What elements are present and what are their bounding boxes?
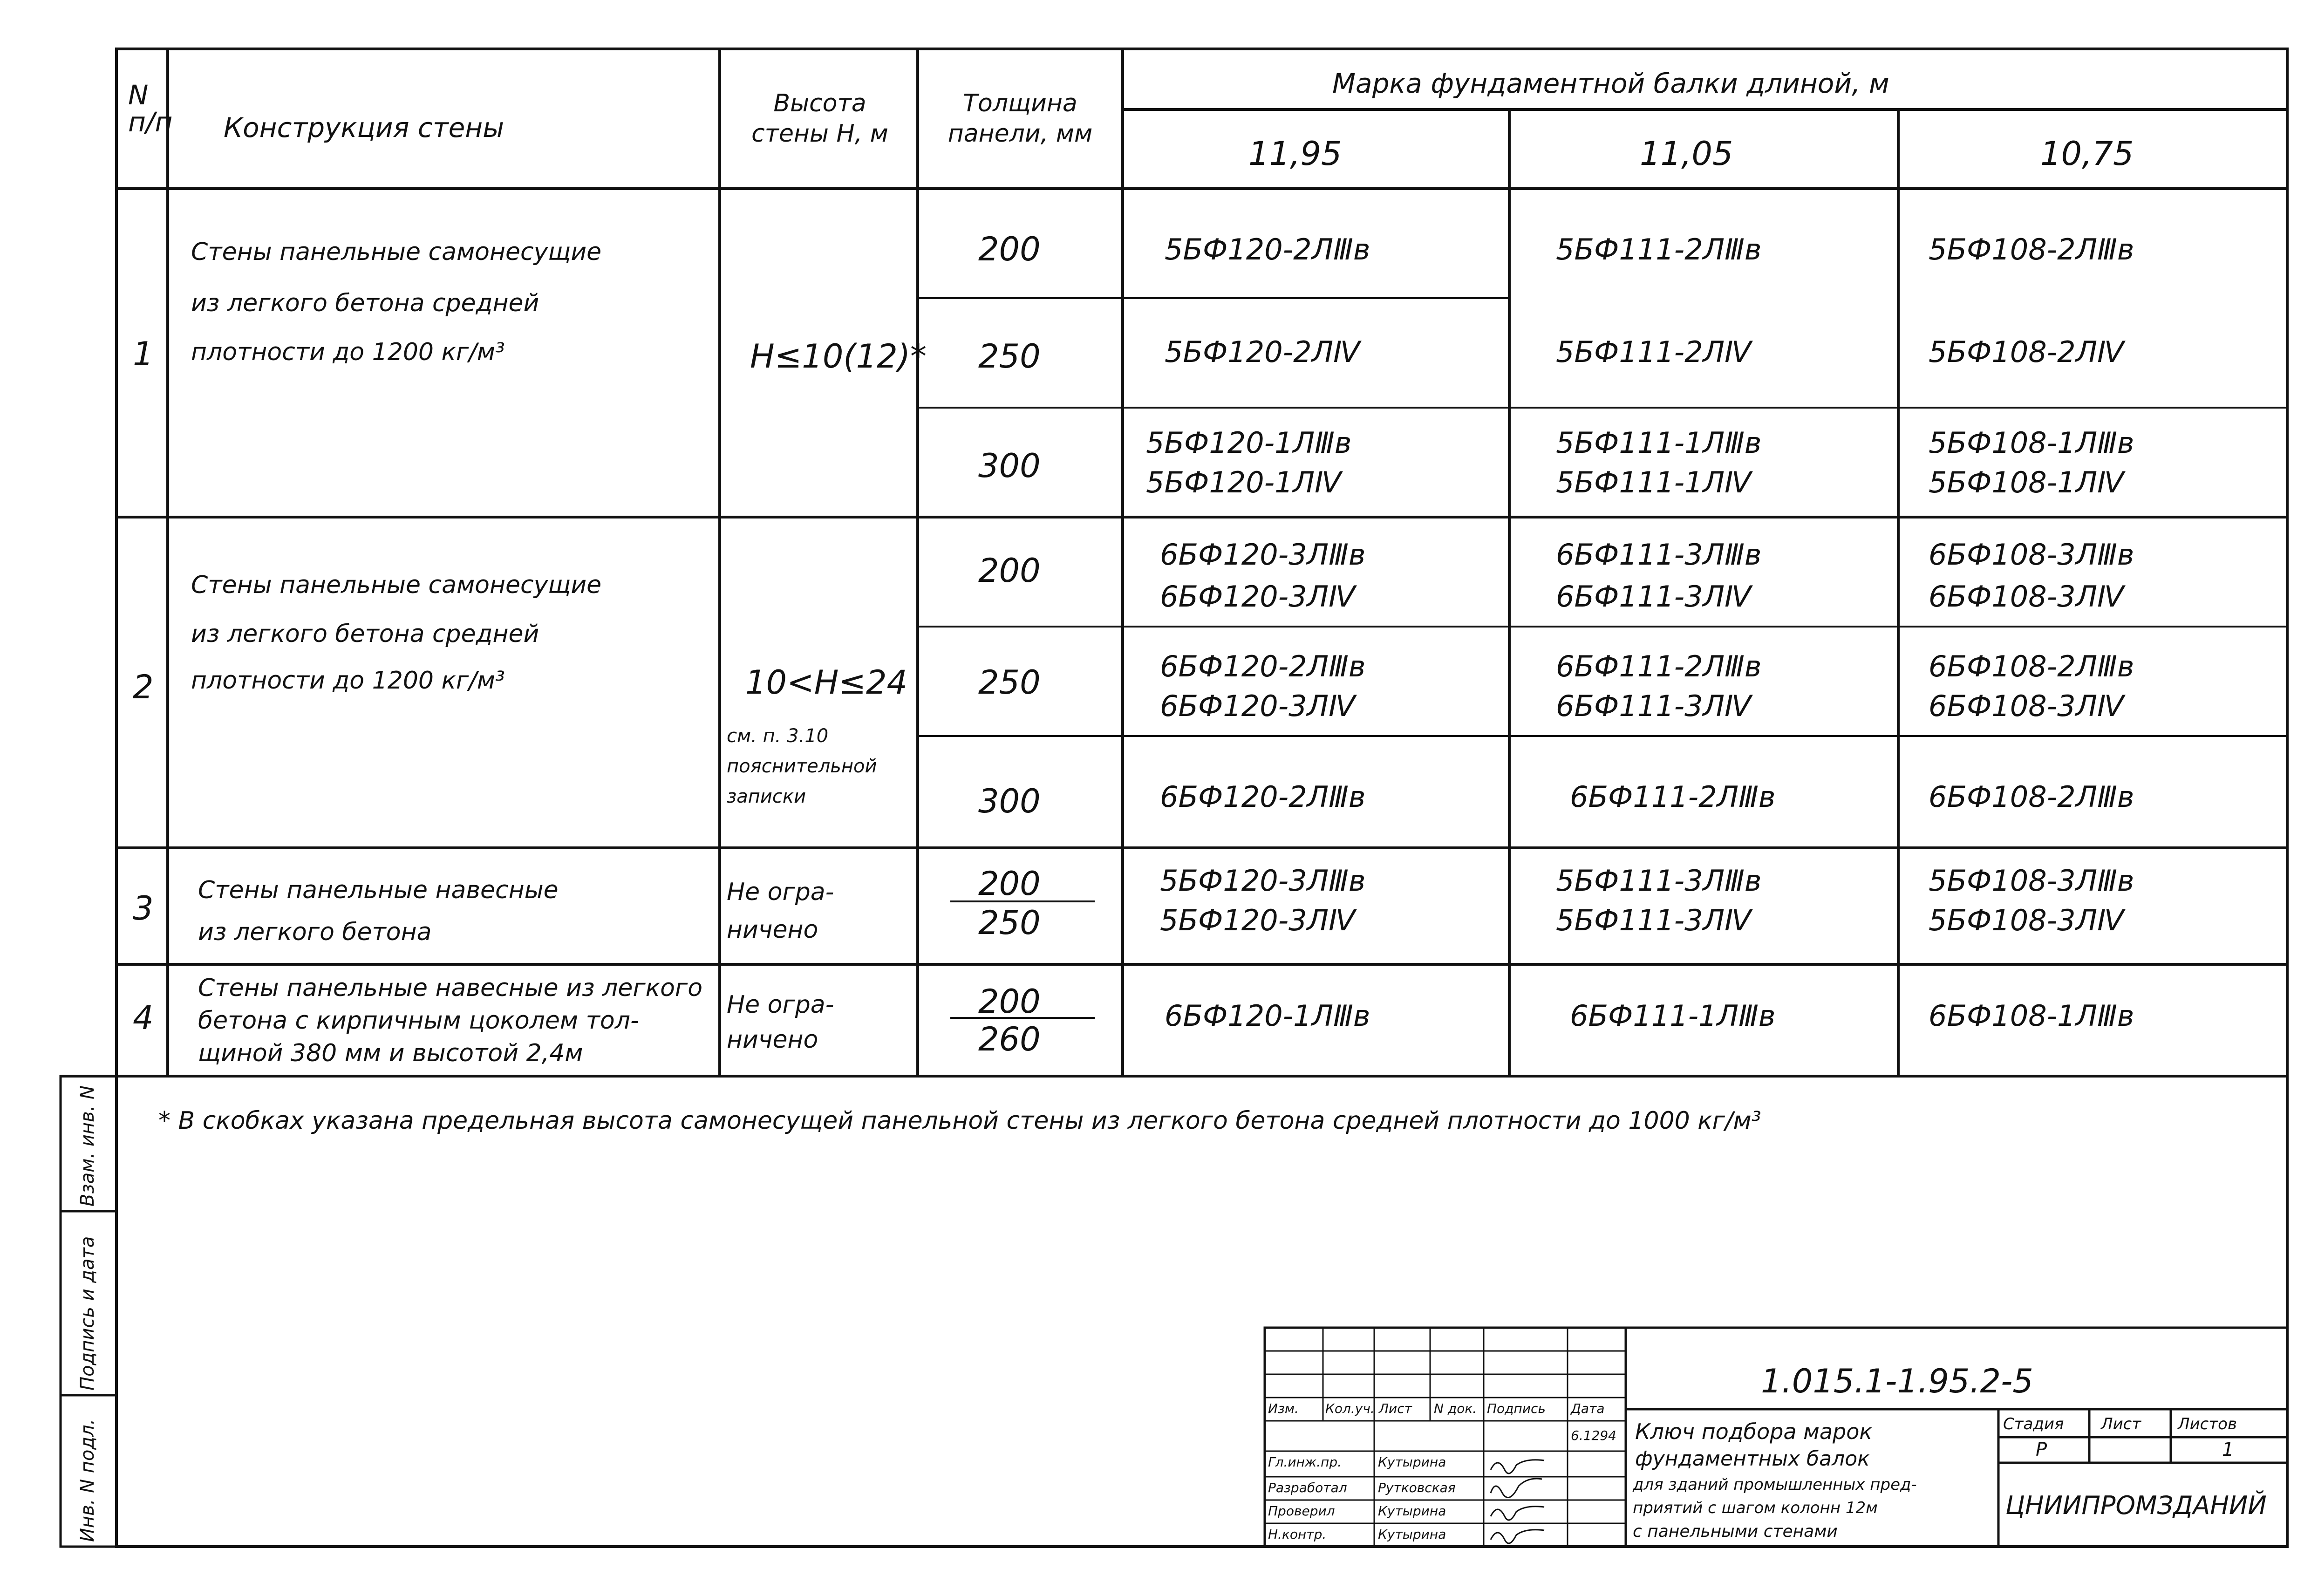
row-1-mark-200-1105: 5БФ111-2ЛⅢв (1556, 232, 1762, 266)
row-2-construction-line-3: плотности до 1200 кг/м³ (191, 667, 505, 695)
side-stamp-replace: Взам. инв. N (77, 1085, 98, 1207)
header-length-1: 11,95 (1248, 135, 1342, 173)
tb-name-2: Рутковская (1378, 1480, 1456, 1495)
row-2-mark-200-1105-b: 6БФ111-3ЛⅣ (1556, 580, 1752, 614)
tb-title-2: фундаментных балок (1635, 1447, 1870, 1471)
row-1-mark-300-1195-b: 5БФ120-1ЛⅣ (1146, 465, 1342, 499)
row-3-mark-1075-b: 5БФ108-3ЛⅣ (1929, 903, 2124, 937)
header-num: N п/п (128, 79, 173, 138)
header-mark-title: Марка фундаментной балки длиной, м (1332, 68, 1889, 99)
tb-title-4: приятий с шагом колонн 12м (1633, 1499, 1878, 1517)
row-4-construction-line-2: бетона с кирпичным цоколем тол- (198, 1007, 639, 1035)
tb-col-list: Лист (1379, 1401, 1412, 1416)
row-1-mark-250-1105: 5БФ111-2ЛⅣ (1556, 335, 1752, 369)
row-2-construction-line-1: Стены панельные самонесущие (191, 571, 602, 599)
tb-title-5: с панельными стенами (1633, 1522, 1838, 1541)
row-3-mark-1075-a: 5БФ108-3ЛⅢв (1929, 864, 2134, 898)
row-2-height-note-2: пояснительной (727, 756, 877, 777)
row-2-mark-250-1195-a: 6БФ120-2ЛⅢв (1160, 649, 1366, 683)
row-1-construction-line-2: из легкого бетона средней (191, 289, 539, 317)
row-1-construction-line-3: плотности до 1200 кг/м³ (191, 338, 505, 366)
row-1-mark-300-1105-b: 5БФ111-1ЛⅣ (1556, 465, 1752, 499)
row-1-mark-300-1105-a: 5БФ111-1ЛⅢв (1556, 426, 1762, 460)
tb-date: 6.1294 (1571, 1428, 1616, 1443)
row-1-mark-200-1075: 5БФ108-2ЛⅢв (1929, 232, 2134, 266)
row-1-mark-300-1075-b: 5БФ108-1ЛⅣ (1929, 465, 2124, 499)
row-1-thickness-2: 250 (978, 337, 1041, 375)
tb-col-koluch: Кол.уч. (1325, 1401, 1375, 1416)
row-4-thickness: 200 260 (978, 982, 1041, 1058)
tb-sheet-label: Лист (2101, 1415, 2141, 1433)
row-3-mark-1195-a: 5БФ120-3ЛⅢв (1160, 864, 1366, 898)
row-2-mark-250-1075-a: 6БФ108-2ЛⅢв (1929, 649, 2134, 683)
row-4-num: 4 (133, 999, 154, 1037)
row-1-mark-250-1075: 5БФ108-2ЛⅣ (1929, 335, 2124, 369)
row-1-thickness-1: 200 (978, 230, 1041, 268)
row-1-thickness-3: 300 (978, 447, 1041, 485)
header-height: Высота стены Н, м (751, 89, 888, 148)
tb-title-1: Ключ подбора марок (1635, 1419, 1873, 1444)
row-3-thickness: 200 250 (978, 865, 1041, 942)
row-3-num: 3 (133, 889, 154, 928)
tb-col-ndok: N док. (1434, 1401, 1477, 1416)
row-1-height: Н≤10(12)* (750, 337, 927, 375)
tb-role-1: Гл.инж.пр. (1268, 1454, 1342, 1470)
row-2-mark-300-1105: 6БФ111-2ЛⅢв (1570, 780, 1776, 814)
row-1-construction-line-1: Стены панельные самонесущие (191, 238, 602, 266)
row-1-mark-200-1195: 5БФ120-2ЛⅢв (1165, 232, 1370, 266)
row-2-height: 10<Н≤24 (745, 663, 908, 702)
tb-role-4: Н.контр. (1268, 1527, 1327, 1542)
row-2-mark-200-1075-b: 6БФ108-3ЛⅣ (1929, 580, 2124, 614)
row-1-mark-250-1195: 5БФ120-2ЛⅣ (1165, 335, 1360, 369)
header-length-2: 11,05 (1640, 135, 1733, 173)
tb-stage: Р (2036, 1439, 2047, 1460)
row-4-mark-1195: 6БФ120-1ЛⅢв (1165, 999, 1370, 1033)
tb-org: ЦНИИПРОМЗДАНИЙ (2005, 1491, 2267, 1520)
row-2-mark-250-1105-a: 6БФ111-2ЛⅢв (1556, 649, 1762, 683)
row-1-num: 1 (133, 335, 154, 373)
row-4-mark-1075: 6БФ108-1ЛⅢв (1929, 999, 2134, 1033)
tb-col-podpis: Подпись (1487, 1401, 1546, 1416)
row-2-thickness-1: 200 (978, 552, 1041, 590)
row-1-mark-300-1075-a: 5БФ108-1ЛⅢв (1929, 426, 2134, 460)
tb-sheets: 1 (2222, 1439, 2234, 1460)
row-2-mark-300-1075: 6БФ108-2ЛⅢв (1929, 780, 2134, 814)
row-2-mark-200-1075-a: 6БФ108-3ЛⅢв (1929, 538, 2134, 572)
row-1-mark-300-1195-a: 5БФ120-1ЛⅢв (1146, 426, 1352, 460)
row-2-height-note-3: записки (727, 786, 806, 807)
side-stamp-sign: Подпись и дата (77, 1236, 98, 1391)
row-2-construction-line-2: из легкого бетона средней (191, 620, 539, 648)
row-3-mark-1105-a: 5БФ111-3ЛⅢв (1556, 864, 1762, 898)
header-length-3: 10,75 (2040, 135, 2134, 173)
tb-stage-label: Стадия (2003, 1415, 2064, 1433)
row-3-construction-line-1: Стены панельные навесные (198, 876, 559, 904)
row-4-height: Не огра- ничено (727, 991, 834, 1054)
tb-title-3: для зданий промышленных пред- (1633, 1475, 1917, 1494)
row-2-num: 2 (133, 668, 154, 706)
row-2-thickness-2: 250 (978, 663, 1041, 702)
row-3-construction-line-2: из легкого бетона (198, 918, 432, 946)
tb-name-1: Кутырина (1378, 1454, 1446, 1470)
tb-role-3: Проверил (1268, 1503, 1335, 1519)
row-2-thickness-3: 300 (978, 782, 1041, 820)
header-thickness: Толщина панели, мм (948, 89, 1093, 148)
row-2-mark-300-1195: 6БФ120-2ЛⅢв (1160, 780, 1366, 814)
row-2-mark-200-1105-a: 6БФ111-3ЛⅢв (1556, 538, 1762, 572)
row-3-height: Не огра- ничено (727, 878, 834, 944)
row-2-height-note-1: см. п. 3.10 (727, 725, 829, 747)
tb-sheets-label: Листов (2178, 1415, 2237, 1433)
row-4-mark-1105: 6БФ111-1ЛⅢв (1570, 999, 1776, 1033)
row-2-mark-200-1195-b: 6БФ120-3ЛⅣ (1160, 580, 1356, 614)
side-stamp-inv: Инв. N подл. (77, 1419, 98, 1542)
tb-name-3: Кутырина (1378, 1503, 1446, 1519)
row-4-construction-line-1: Стены панельные навесные из легкого (198, 974, 703, 1002)
tb-name-4: Кутырина (1378, 1527, 1446, 1542)
row-3-mark-1105-b: 5БФ111-3ЛⅣ (1556, 903, 1752, 937)
row-3-mark-1195-b: 5БФ120-3ЛⅣ (1160, 903, 1356, 937)
row-4-construction-line-3: щиной 380 мм и высотой 2,4м (198, 1039, 583, 1067)
footnote: * В скобках указана предельная высота самонесущей панельной стены из легкого бетона средней плотности до 1000 кг/м³ (158, 1107, 1761, 1135)
header-construction: Конструкция стены (224, 112, 504, 143)
row-2-mark-200-1195-a: 6БФ120-3ЛⅢв (1160, 538, 1366, 572)
tb-col-izm: Изм. (1268, 1401, 1299, 1416)
row-2-mark-250-1195-b: 6БФ120-3ЛⅣ (1160, 689, 1356, 723)
tb-col-data: Дата (1571, 1401, 1605, 1416)
tb-role-2: Разработал (1268, 1480, 1347, 1495)
doc-code: 1.015.1-1.95.2-5 (1761, 1362, 2033, 1400)
row-2-mark-250-1105-b: 6БФ111-3ЛⅣ (1556, 689, 1752, 723)
row-2-mark-250-1075-b: 6БФ108-3ЛⅣ (1929, 689, 2124, 723)
